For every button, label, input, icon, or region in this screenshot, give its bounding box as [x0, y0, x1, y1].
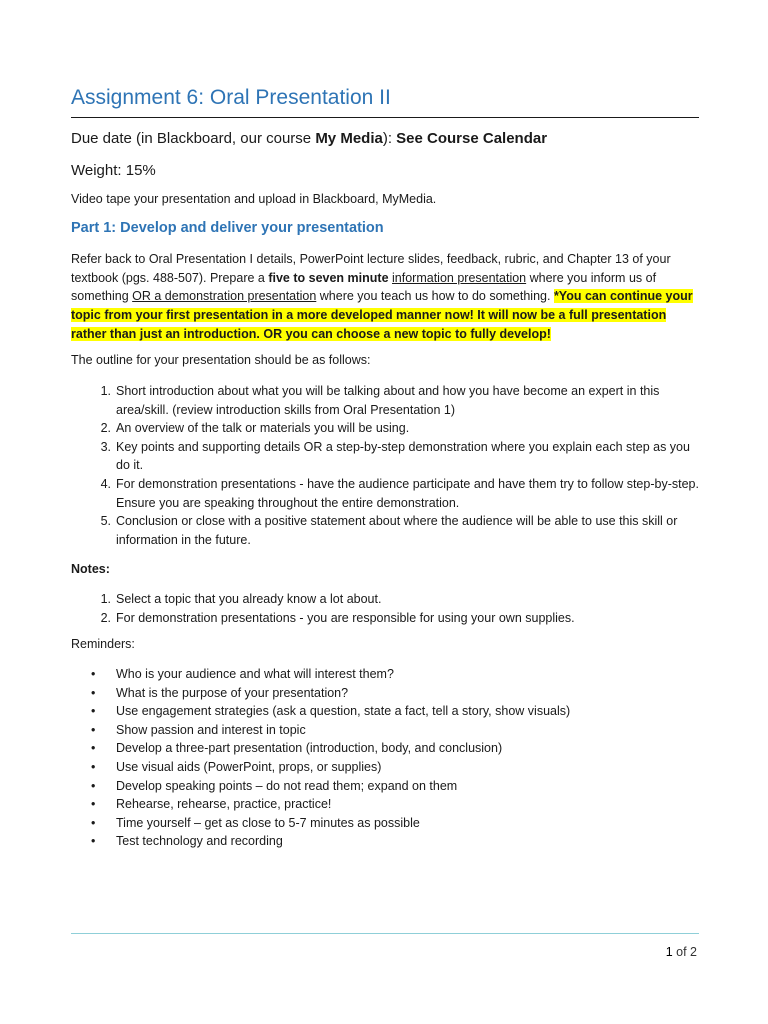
- list-number: 2.: [100, 421, 111, 436]
- outline-list: [71, 382, 699, 549]
- list-item: [71, 702, 699, 721]
- list-item-text: Develop speaking points – do not read them; expand on them: [116, 778, 458, 793]
- list-item: [71, 777, 699, 796]
- list-item: [71, 758, 699, 777]
- list-item-text: Conclusion or close with a positive statement about where the audience will be able to use this skill or information in the future.: [116, 514, 678, 547]
- footer-divider: [71, 933, 699, 934]
- due-calendar: See Course Calendar: [396, 130, 548, 147]
- part1-text-7: where you teach us how to do something.: [316, 289, 554, 304]
- part1-paragraph: [71, 250, 699, 344]
- intro-line: Video tape your presentation and upload in Blackboard, MyMedia.: [71, 192, 437, 206]
- list-item: [71, 512, 699, 549]
- outline-intro: The outline for your presentation should be as follows:: [71, 353, 371, 367]
- list-item: [71, 438, 699, 475]
- part1-heading: Part 1: Develop and deliver your presentation: [71, 220, 384, 236]
- bullet-icon: •: [91, 759, 96, 774]
- list-item-text: Show passion and interest in topic: [116, 722, 306, 737]
- bullet-icon: •: [91, 815, 96, 830]
- document-title: Assignment 6: Oral Presentation II: [71, 86, 391, 109]
- part1-info-presentation: information presentation: [392, 270, 527, 285]
- current-page-number: 1: [665, 945, 673, 959]
- bullet-icon: •: [91, 834, 96, 849]
- list-item-text: Develop a three-part presentation (introduction, body, and conclusion): [116, 741, 503, 756]
- notes-label: Notes:: [71, 562, 110, 576]
- weight-line: Weight: 15%: [71, 162, 156, 179]
- list-item: [71, 609, 699, 628]
- bullet-icon: •: [91, 741, 96, 756]
- list-item-text: Test technology and recording: [116, 834, 283, 849]
- part1-text-1: Refer back to Oral Presentation I details, PowerPoint lecture slides, feedback, rubric, and Chapter 13 of your textbook (pgs. 488-507). Prepare a: [71, 252, 671, 285]
- list-number: 4.: [100, 476, 111, 491]
- part1-demo-presentation: OR a demonstration presentation: [132, 289, 317, 304]
- list-item: [71, 590, 699, 609]
- list-item: [71, 832, 699, 851]
- due-date-line: [71, 130, 547, 147]
- list-item: [71, 684, 699, 703]
- list-item-text: Rehearse, rehearse, practice, practice!: [116, 797, 332, 812]
- bullet-icon: •: [91, 704, 96, 719]
- list-item: [71, 795, 699, 814]
- list-number: 1.: [100, 592, 111, 606]
- list-item-text: Who is your audience and what will interest them?: [116, 667, 394, 681]
- bullet-icon: •: [91, 722, 96, 737]
- list-item-text: Use engagement strategies (ask a question, state a fact, tell a story, show visuals): [116, 704, 571, 719]
- page-number: [666, 945, 697, 959]
- page-total: of 2: [672, 945, 697, 959]
- list-item-text: An overview of the talk or materials you will be using.: [116, 421, 410, 436]
- bullet-icon: •: [91, 667, 96, 681]
- list-number: 5.: [100, 514, 111, 529]
- bullet-icon: •: [91, 797, 96, 812]
- list-item-text: Time yourself – get as close to 5-7 minutes as possible: [116, 815, 420, 830]
- part1-duration: five to seven minute: [268, 270, 389, 285]
- list-item-text: Select a topic that you already know a lot about.: [116, 592, 382, 606]
- list-number: 3.: [100, 439, 111, 454]
- list-item-text: For demonstration presentations - you are responsible for using your own supplies.: [116, 610, 575, 625]
- list-item: [71, 475, 699, 512]
- title-underline: [71, 117, 699, 118]
- due-mid: ):: [382, 130, 397, 147]
- list-number: 2.: [100, 610, 111, 625]
- list-item: [71, 739, 699, 758]
- part1-text-5: where you inform us of something: [71, 270, 657, 304]
- bullet-icon: •: [91, 685, 96, 700]
- reminders-label: Reminders:: [71, 637, 135, 651]
- list-item-text: For demonstration presentations - have the audience participate and have them try to follow step-by-step. Ensure you are speaking throughout the entire demonstration.: [116, 476, 699, 510]
- list-item-text: Use visual aids (PowerPoint, props, or supplies): [116, 759, 382, 774]
- list-item: [71, 419, 699, 438]
- list-item: [71, 721, 699, 740]
- due-course: My Media: [315, 130, 383, 147]
- part1-highlight: *You can continue your topic from your first presentation in a more developed manner now! It will now be a full presentation rather than just an introduction. OR you can choose a new topic to fully develop!: [71, 289, 693, 341]
- bullet-icon: •: [91, 778, 96, 793]
- reminders-list: [71, 665, 699, 851]
- notes-list: [71, 590, 699, 627]
- list-item-text: What is the purpose of your presentation?: [116, 685, 349, 700]
- list-item-text: Short introduction about what you will be talking about and how you have become an expert in this area/skill. (review introduction skills from Oral Presentation 1): [116, 384, 660, 417]
- list-item: [71, 665, 699, 684]
- list-item: [71, 382, 699, 419]
- list-item-text: Key points and supporting details OR a step-by-step demonstration where you explain each step as you do it.: [116, 439, 690, 473]
- list-number: 1.: [100, 384, 111, 398]
- due-prefix: Due date (in Blackboard, our course: [71, 130, 316, 147]
- list-item: [71, 814, 699, 833]
